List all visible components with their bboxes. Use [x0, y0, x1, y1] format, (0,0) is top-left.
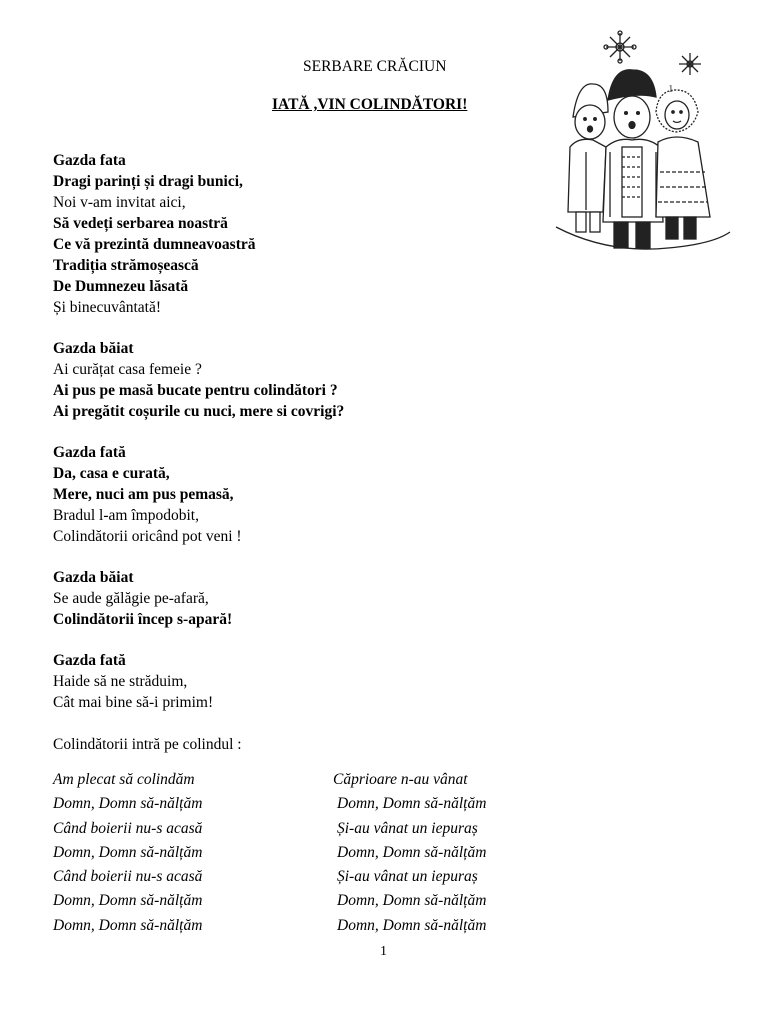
carolers-illustration [548, 22, 733, 262]
speaker-label: Gazda fata [53, 152, 126, 169]
verse-line: Bradul l-am împodobit, [53, 507, 199, 524]
verse-line: Ai curățat casa femeie ? [53, 361, 202, 378]
verse-line: Haide să ne străduim, [53, 673, 188, 690]
verse-line: Ai pregătit coșurile cu nuci, mere si covrigi? [53, 403, 345, 420]
verse-line: Dragi parinți și dragi bunici, [53, 173, 243, 190]
carol-line: Domn, Domn să-nălțăm [53, 916, 203, 934]
speaker-label: Gazda fată [53, 652, 126, 669]
verse-line: Noi v-am invitat aici, [53, 194, 186, 211]
carol-column-left [53, 768, 202, 938]
verse-line: Colindătorii oricând pot veni ! [53, 528, 242, 545]
carol-column-right [333, 768, 486, 938]
verse-line: Tradiția strămoșească [53, 257, 199, 274]
carol-line: Când boierii nu-s acasă [53, 819, 203, 837]
carol-line: Domn, Domn să-nălțăm [337, 795, 487, 813]
verse-line: Cât mai bine să-i primim! [53, 694, 214, 711]
verse-line: Să vedeți serbarea noastră [53, 215, 228, 232]
carol-line: Domn, Domn să-nălțăm [53, 892, 203, 910]
document-header: SERBARE CRĂCIUN [303, 58, 447, 75]
carol-line: Am plecat să colindăm [53, 771, 195, 788]
verse-line: Mere, nuci am pus pemasă, [53, 486, 234, 503]
carol-line: Domn, Domn să-nălțăm [53, 795, 203, 813]
carol-line: Domn, Domn să-nălțăm [53, 843, 203, 861]
carol-line: Și-au vânat un iepuraș [337, 819, 478, 837]
verse-line: Da, casa e curată, [53, 465, 170, 482]
carol-intro: Colindătorii intră pe colindul : [53, 736, 242, 753]
carol-line: Domn, Domn să-nălțăm [337, 843, 487, 861]
verse-line: Colindătorii încep s-apară! [53, 611, 233, 628]
carol-line: Și-au vânat un iepuraș [337, 868, 478, 886]
page-number: 1 [380, 944, 387, 959]
speaker-label: Gazda fată [53, 444, 126, 461]
carol-line: Căprioare n-au vânat [333, 771, 468, 788]
verse-line: De Dumnezeu lăsată [53, 278, 189, 295]
verse-line: Ai pus pe masă bucate pentru colindători ? [53, 382, 338, 399]
illustration-mark: 1 [668, 83, 674, 95]
carol-line: Când boierii nu-s acasă [53, 868, 203, 886]
snowflake-icon [679, 53, 701, 75]
verse-line: Ce vă prezintă dumneavoastră [53, 236, 256, 253]
verse-line: Se aude gălăgie pe-afară, [53, 590, 209, 607]
snowflake-icon [604, 31, 636, 63]
carol-line: Domn, Domn să-nălțăm [337, 892, 487, 910]
carol-line: Domn, Domn să-nălțăm [337, 916, 487, 934]
verse-line: Și binecuvântată! [53, 299, 162, 316]
speaker-label: Gazda băiat [53, 340, 134, 357]
document-title: IATĂ ,VIN COLINDĂTORI! [272, 96, 468, 113]
speaker-label: Gazda băiat [53, 569, 134, 586]
